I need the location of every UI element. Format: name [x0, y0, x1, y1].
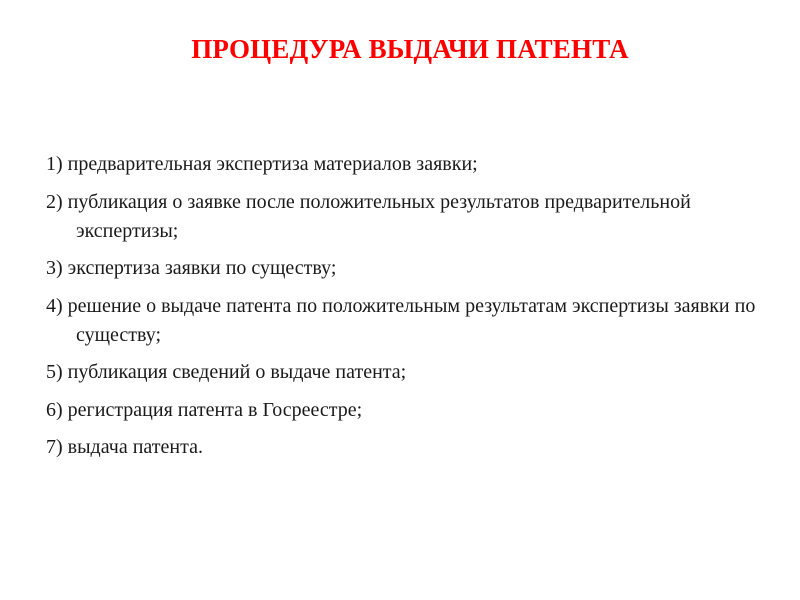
- list-item: 4) решение о выдаче патента по положительным результатам экспертизы заявки по существу;: [46, 294, 756, 346]
- list-item: 7) выдача патента.: [46, 436, 203, 458]
- slide-title: ПРОЦЕДУРА ВЫДАЧИ ПАТЕНТА: [191, 34, 629, 64]
- list-item: 3) экспертиза заявки по существу;: [46, 257, 337, 279]
- list-item: 5) публикация сведений о выдаче патента;: [46, 361, 407, 383]
- list-item: 2) публикация о заявке после положительных результатов предварительной экспертизы;: [46, 190, 691, 242]
- procedure-steps-list: [46, 150, 766, 471]
- list-item: 6) регистрация патента в Госреестре;: [46, 398, 363, 421]
- list-item: 1) предварительная экспертиза материалов заявки;: [46, 153, 478, 175]
